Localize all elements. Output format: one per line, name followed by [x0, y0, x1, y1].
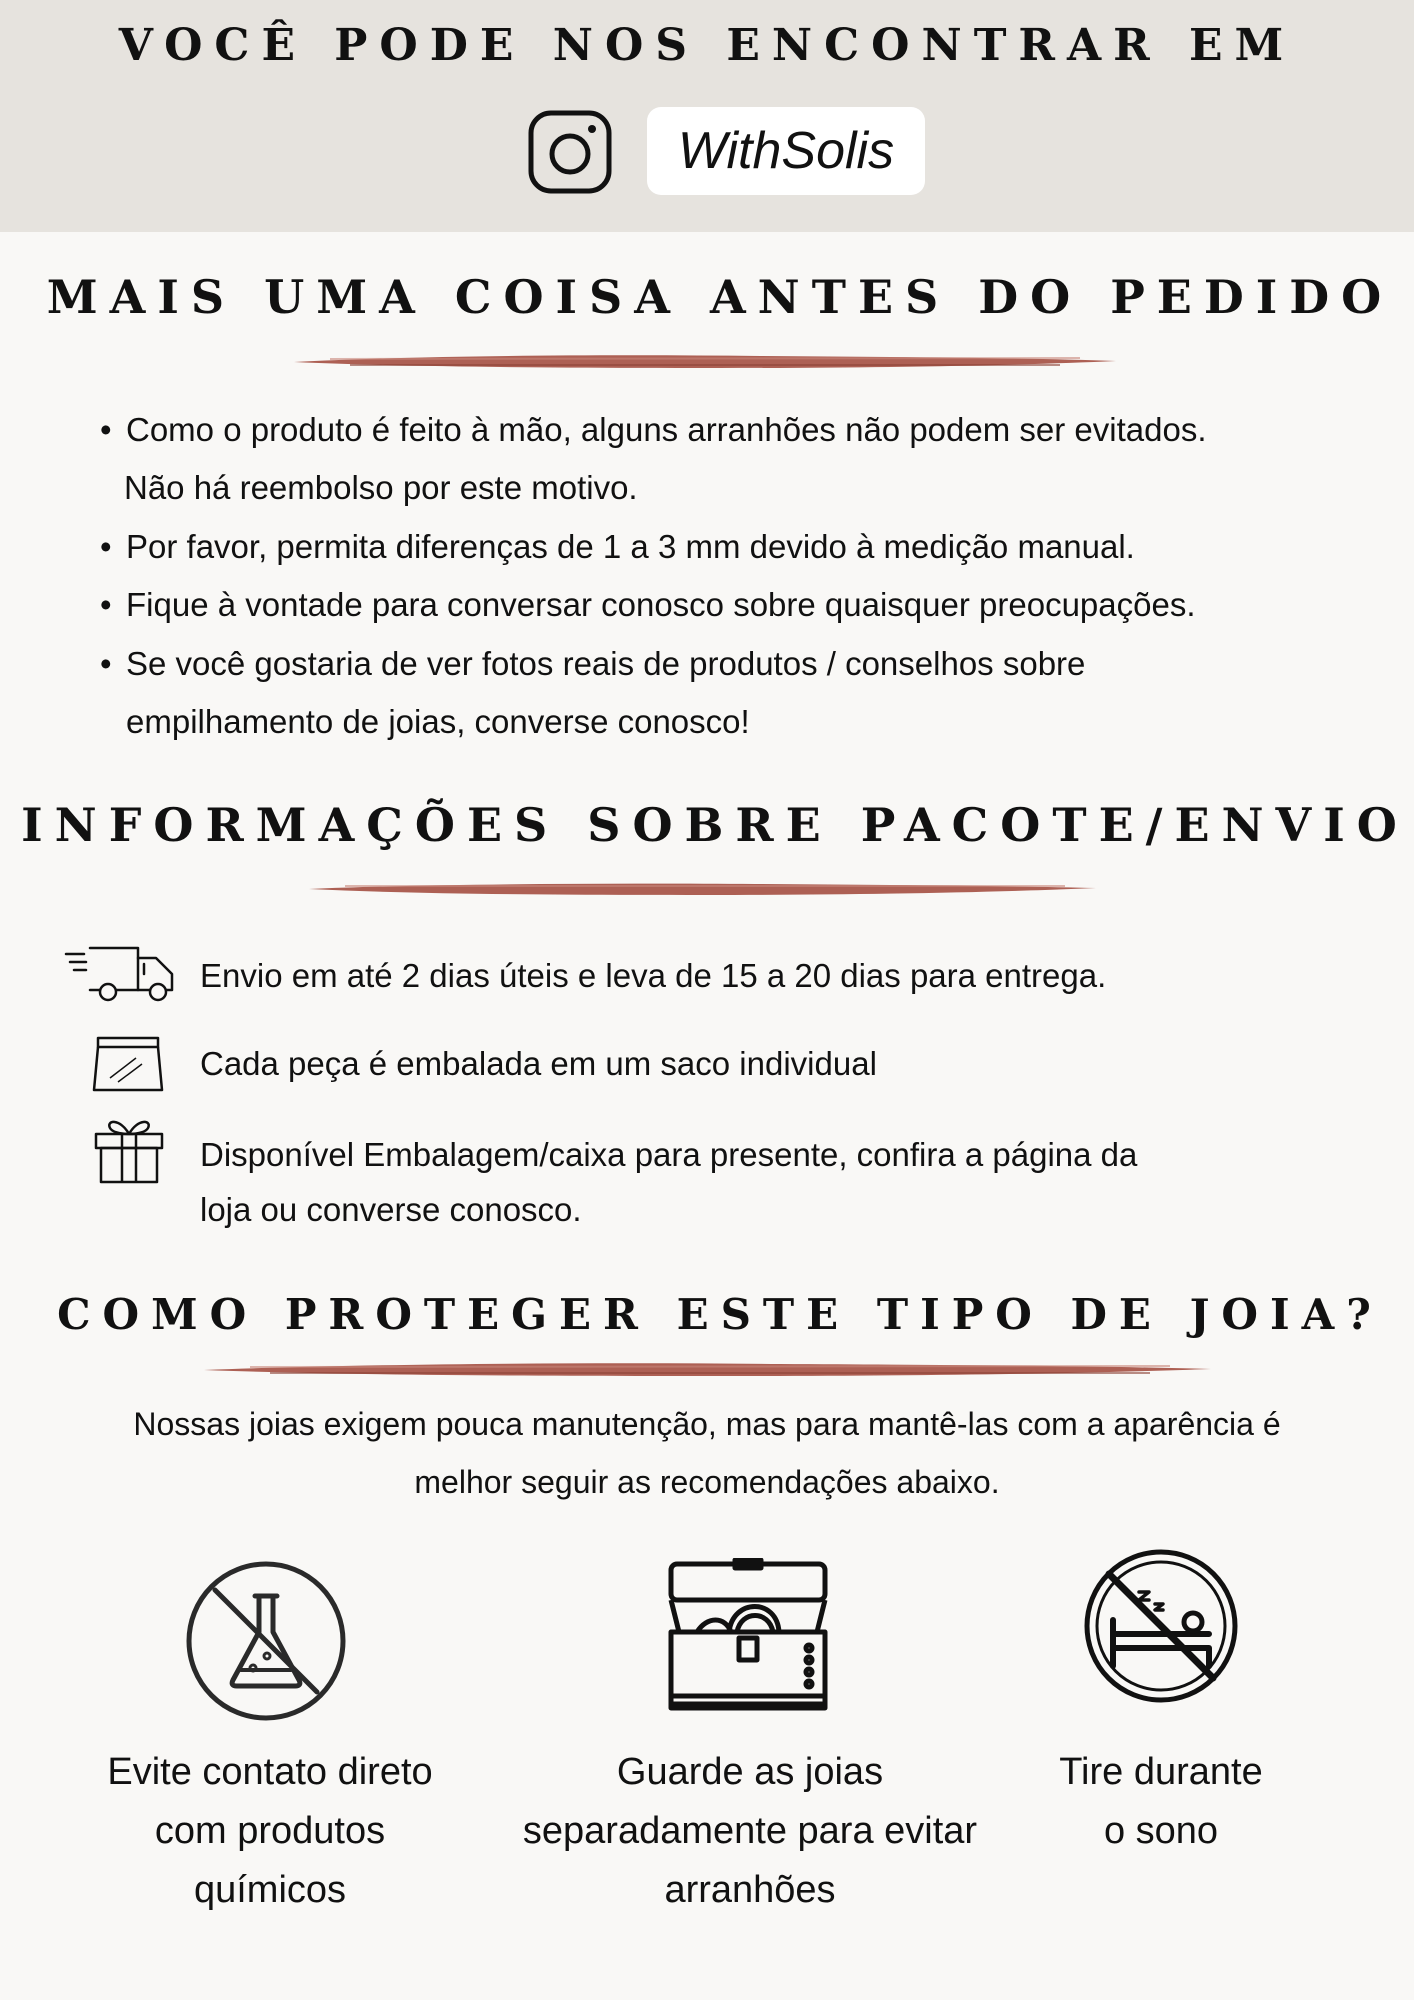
notice-line: Se você gostaria de ver fotos reais de produtos / conselhos sobre [126, 645, 1086, 682]
shipping-text: Envio em até 2 dias úteis e leva de 15 a 20 dias para entrega. [200, 957, 1107, 994]
brush-divider [305, 878, 1100, 900]
bullet-dot: • [100, 528, 112, 565]
plastic-bag-icon [92, 1036, 164, 1094]
shipping-text: Disponível Embalagem/caixa para presente, confira a página da [200, 1136, 1138, 1173]
bullet-dot: • [100, 645, 112, 682]
care-tip-line: Evite contato direto [107, 1751, 433, 1793]
find-us-heading: VOCÊ PODE NOS ENCONTRAR EM [118, 20, 1296, 71]
care-intro [0, 1395, 1414, 1511]
bullet-dot: • [100, 411, 112, 448]
shipping-text: loja ou converse conosco. [200, 1191, 582, 1228]
social-handle: WithSolis [677, 122, 895, 180]
instagram-icon[interactable] [528, 110, 612, 194]
social-handle-box[interactable] [647, 107, 925, 195]
bullet-dot: • [100, 586, 112, 623]
care-tip-line: com produtos [154, 1810, 386, 1852]
care-tip-line: químicos [193, 1869, 347, 1911]
care-tip-line: separadamente para evitar [522, 1810, 978, 1852]
care-intro-line: Nossas joias exigem pouca manutenção, mas para mantê-las com a aparência é [133, 1406, 1281, 1442]
before-order-heading: MAIS UMA COISA ANTES DO PEDIDO [46, 270, 1394, 324]
brush-divider [200, 1358, 1215, 1382]
care-tip-caption [500, 1743, 1000, 1920]
care-tip-caption [70, 1743, 470, 1920]
care-tip-line: arranhões [664, 1869, 836, 1911]
shipping-text: Cada peça é embalada em um saco individual [200, 1045, 877, 1082]
notice-line: Fique à vontade para conversar conosco sobre quaisquer preocupações. [126, 586, 1196, 623]
no-chemicals-icon [185, 1560, 347, 1722]
shipping-heading: INFORMAÇÕES SOBRE PACOTE/ENVIO [21, 798, 1409, 852]
brush-divider [290, 350, 1120, 374]
notice-line: empilhamento de joias, converse conosco! [126, 703, 750, 740]
notice-line: Como o produto é feito à mão, alguns arranhões não podem ser evitados. [126, 411, 1207, 448]
care-tip-line: o sono [1103, 1810, 1219, 1852]
care-tip-caption [1011, 1743, 1311, 1861]
notice-line: Por favor, permita diferenças de 1 a 3 mm devido à medição manual. [126, 528, 1135, 565]
care-tip-line: Guarde as joias [616, 1751, 884, 1793]
notice-line: Não há reembolso por este motivo. [124, 469, 638, 506]
delivery-truck-icon [64, 946, 178, 1004]
jewelry-box-icon [667, 1558, 829, 1714]
care-intro-line: melhor seguir as recomendações abaixo. [414, 1464, 1000, 1500]
gift-box-icon [94, 1114, 164, 1184]
care-heading: COMO PROTEGER ESTE TIPO DE JOIA? [57, 1290, 1383, 1339]
care-tip-line: Tire durante [1059, 1751, 1263, 1793]
no-sleep-icon [1083, 1548, 1239, 1704]
